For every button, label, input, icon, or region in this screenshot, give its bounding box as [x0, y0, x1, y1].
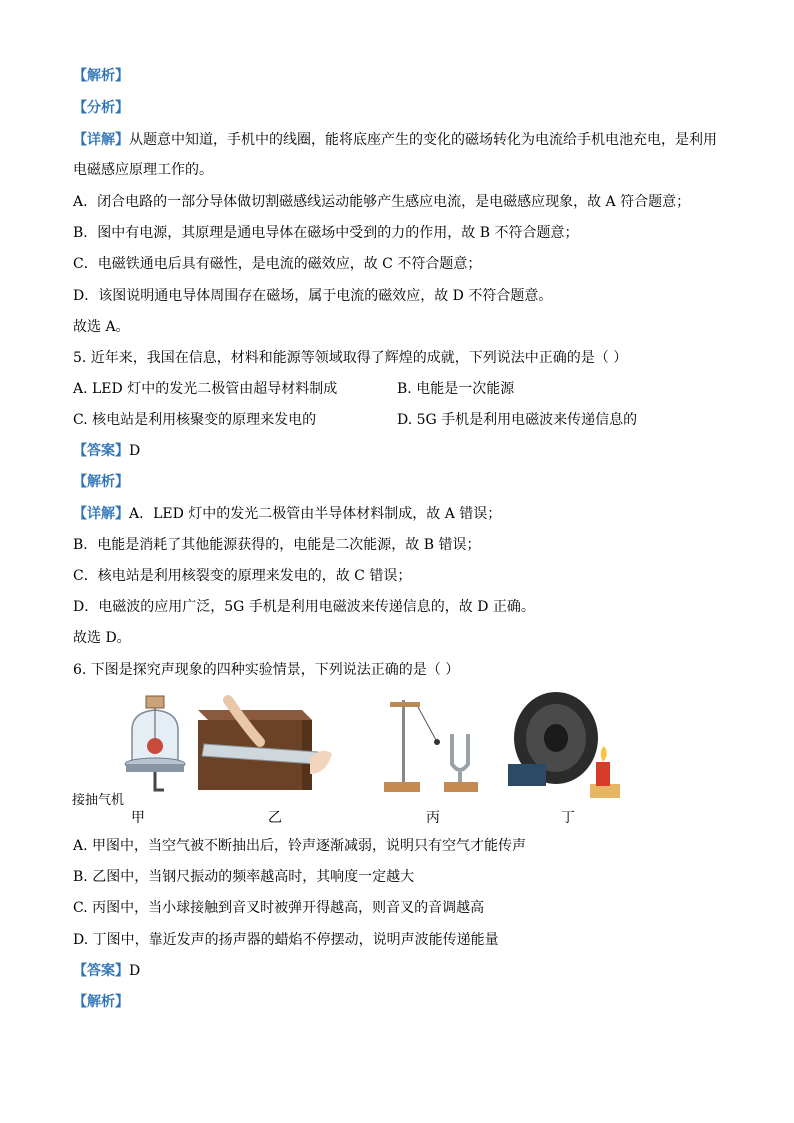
section-tag-breakdown	[73, 98, 129, 118]
tag: 【解析】	[73, 474, 129, 490]
line-text: C．电磁铁通电后具有磁性，是电流的磁效应，故 C 不符合题意；	[73, 256, 482, 272]
bell-jar-figure	[118, 690, 192, 830]
text-line	[73, 628, 131, 648]
text-line	[73, 597, 535, 617]
text-line	[73, 192, 690, 212]
line-text: D．电磁波的应用广泛，5G 手机是利用电磁波来传递信息的，故 D 正确。	[73, 599, 535, 615]
text-line	[73, 317, 130, 337]
figure-label-bing: 丙	[426, 810, 440, 826]
tag: 【详解】	[73, 506, 129, 522]
line-text: B. 电能是一次能源	[397, 381, 515, 397]
tag: 【详解】	[73, 132, 129, 148]
line-text: A．闭合电路的一部分导体做切割磁感线运动能够产生感应电流，是电磁感应现象，故 A 符合题意；	[73, 194, 691, 210]
detail-line	[73, 130, 717, 150]
line-text: C. 核电站是利用核聚变的原理来发电的	[73, 412, 317, 428]
option-b	[73, 867, 414, 887]
figure-label-jia: 甲	[131, 810, 145, 826]
figure-label-ding: 丁	[561, 810, 575, 826]
answer-line	[73, 961, 140, 981]
question-5	[73, 348, 627, 368]
text-line	[73, 223, 578, 243]
option-c	[73, 410, 316, 430]
option-a	[73, 836, 526, 856]
figure-label-yi: 乙	[268, 810, 282, 826]
text-line	[73, 160, 213, 180]
text-line	[73, 535, 480, 555]
tag: 【分析】	[73, 100, 129, 116]
line-text: B．图中有电源，其原理是通电导体在磁场中受到的力的作用，故 B 不符合题意；	[73, 225, 579, 241]
line-text: B. 乙图中，当钢尺振动的频率越高时，其响度一定越大	[73, 869, 415, 885]
line-text: 从题意中知道，手机中的线圈，能将底座产生的变化的磁场转化为电流给手机电池充电，是利用	[129, 132, 717, 148]
answer-line	[73, 441, 140, 461]
line-text: D. 5G 手机是利用电磁波来传递信息的	[397, 412, 638, 428]
option-d	[73, 930, 499, 950]
line-text: A. LED 灯中的发光二极管由超导材料制成	[73, 381, 338, 397]
line-text: D. 丁图中，靠近发声的扬声器的蜡焰不停摆动，说明声波能传递能量	[73, 932, 499, 948]
tag: 【答案】	[73, 443, 129, 459]
line-text: 6. 下图是探究声现象的四种实验情景，下列说法正确的是（ ）	[73, 662, 460, 678]
option-c	[73, 898, 484, 918]
text-line	[73, 254, 481, 274]
line-text: 电磁感应原理工作的。	[73, 162, 213, 178]
section-tag-analysis	[73, 472, 129, 492]
line-text: C. 丙图中，当小球接触到音叉时被弹开得越高，则音叉的音调越高	[73, 900, 485, 916]
section-tag-analysis	[73, 66, 129, 86]
line-text: B．电能是消耗了其他能源获得的，电能是二次能源，故 B 错误；	[73, 537, 481, 553]
question-6	[73, 660, 459, 680]
line-text: C．核电站是利用核裂变的原理来发电的，故 C 错误；	[73, 568, 412, 584]
line-text: 故选 D。	[73, 630, 131, 646]
line-text: D	[129, 443, 141, 459]
option-d	[397, 410, 637, 430]
line-text: A．LED 灯中的发光二极管由半导体材料制成，故 A 错误；	[129, 506, 502, 522]
option-a	[73, 379, 337, 399]
pump-label: 接抽气机	[72, 793, 125, 808]
line-text: A. 甲图中，当空气被不断抽出后，铃声逐渐减弱，说明只有空气才能传声	[73, 838, 527, 854]
tag: 【解析】	[73, 68, 129, 84]
tag: 【解析】	[73, 994, 129, 1010]
line-text: 故选 A。	[73, 319, 130, 335]
line-text: D	[129, 963, 141, 979]
tag: 【答案】	[73, 963, 129, 979]
detail-line	[73, 504, 501, 524]
section-tag-analysis	[73, 992, 129, 1012]
text-line	[73, 566, 411, 586]
text-line	[73, 286, 552, 306]
option-b	[397, 379, 514, 399]
line-text: 5. 近年来，我国在信息，材料和能源等领域取得了辉煌的成就，下列说法中正确的是（ ）	[73, 350, 628, 366]
line-text: D．该图说明通电导体周围存在磁场，属于电流的磁效应，故 D 不符合题意。	[73, 288, 553, 304]
